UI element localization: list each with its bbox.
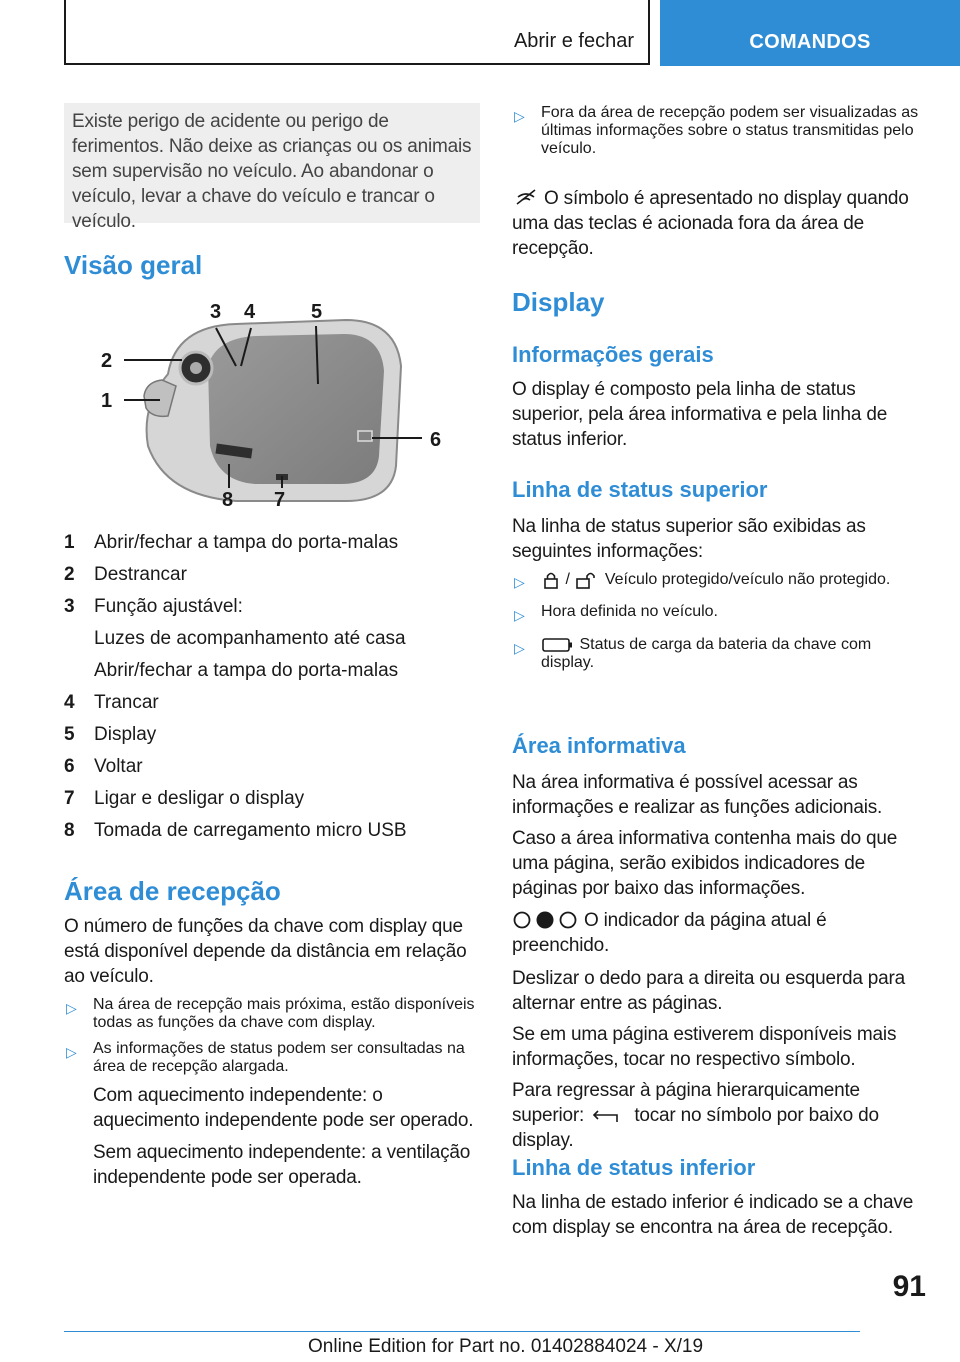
info-text-3: O indicador da página atual é preenchido.: [512, 910, 827, 956]
item-text: Voltar: [94, 756, 143, 777]
list-item: [64, 815, 480, 847]
list-subitem: [64, 623, 480, 655]
bullet-text: Fora da área de recepção podem ser visualizadas as últimas informações sobre o status transmitidas pelo veículo.: [541, 104, 919, 157]
info-text-6a: Para regressar à página hierarquicamente superior:: [512, 1080, 860, 1126]
item-number: 4: [64, 692, 75, 713]
lock-open-icon: [574, 570, 600, 590]
bullet-item: [512, 603, 928, 628]
bullet-triangle-icon: ▷: [66, 1000, 77, 1016]
no-signal-icon: [514, 188, 538, 206]
display-heading: Display: [512, 287, 605, 317]
bullet-text: Hora definida no veículo.: [541, 603, 718, 620]
bullet-text: Na área de recepção mais próxima, estão disponíveis todas as funções da chave com display.: [93, 996, 475, 1031]
bullet-triangle-icon: ▷: [514, 108, 525, 124]
chapter-tab[interactable]: [660, 0, 960, 66]
symbol-note: [512, 186, 928, 261]
general-info-heading: Informações gerais: [512, 342, 714, 367]
item-text: Abrir/fechar a tampa do porta-malas: [94, 660, 399, 681]
item-number: 2: [64, 564, 75, 585]
key-illustration: [96, 296, 456, 516]
upper-status-bullets: [512, 570, 928, 672]
chapter-label: COMANDOS: [749, 31, 871, 53]
callout-5: 5: [311, 301, 323, 323]
overview-list: [64, 527, 480, 847]
bullet-item: [512, 570, 928, 595]
header-bottom-rule: [64, 63, 650, 65]
general-info-text: O display é composto pela linha de status superior, pela área informativa e pela linha de status inferior.: [512, 379, 888, 450]
bullet-item: [512, 636, 928, 672]
heater-note: Com aquecimento independente: o aquecimento independente pode ser operado.: [93, 1085, 474, 1131]
item-number: 3: [64, 596, 75, 617]
bullet-triangle-icon: ▷: [514, 607, 525, 623]
symbol-note-text: O símbolo é apresentado no display quando uma das teclas é acionada fora da área de recepção.: [512, 188, 909, 259]
list-item: [64, 751, 480, 783]
item-number: 7: [64, 788, 75, 809]
warning-box: Existe perigo de acidente ou perigo de ferimentos. Não deixe as crianças ou os animais sem supervisão no veículo. Ao abandonar o veículo, levar a chave do veículo e trancar o veículo.: [64, 103, 480, 223]
lock-closed-icon: [541, 570, 561, 590]
item-text: Destrancar: [94, 564, 187, 585]
upper-status-intro: Na linha de status superior são exibidas as seguintes informações:: [512, 516, 866, 562]
page-indicator-icon: [512, 910, 578, 930]
info-text-2: Caso a área informativa contenha mais do que uma página, serão exibidos indicadores de páginas por baixo das informações.: [512, 828, 898, 899]
ventilation-note: Sem aquecimento independente: a ventilação independente pode ser operada.: [93, 1142, 471, 1188]
bullet-triangle-icon: ▷: [514, 640, 525, 656]
footer-rule: [64, 1331, 860, 1332]
info-text-4: Deslizar o dedo para a direita ou esquerda para alternar entre as páginas.: [512, 968, 906, 1014]
outside-range-bullet: [512, 104, 928, 158]
bullet-item: [64, 996, 480, 1032]
list-item: [64, 527, 480, 559]
edition-note: Online Edition for Part no. 01402884024 - X/19: [308, 1336, 704, 1357]
back-arrow-icon: [589, 1107, 629, 1125]
info-area-heading: Área informativa: [512, 733, 686, 758]
reception-intro: O número de funções da chave com display que está disponível depende da distância em relação ao veículo.: [64, 916, 467, 987]
header-right-rule: [648, 0, 650, 65]
overview-heading: Visão geral: [64, 250, 203, 280]
item-text: Trancar: [94, 692, 159, 713]
info-text-6: [512, 1078, 928, 1153]
item-number: 5: [64, 724, 75, 745]
list-subitem: [64, 655, 480, 687]
reception-bullets: [64, 996, 480, 1190]
header-left-rule: [64, 0, 66, 65]
callout-1: 1: [101, 390, 113, 412]
list-item: [64, 719, 480, 751]
info-text-1: Na área informativa é possível acessar as informações e realizar as funções adicionais.: [512, 772, 883, 818]
callout-3: 3: [210, 301, 222, 323]
lock-status-text: Veículo protegido/veículo não protegido.: [604, 571, 891, 589]
page-number: 91: [892, 1270, 926, 1303]
list-item: [64, 559, 480, 591]
lower-status-heading: Linha de status inferior: [512, 1155, 756, 1180]
item-text: Ligar e desligar o display: [94, 788, 305, 809]
item-number: 6: [64, 756, 75, 777]
bullet-triangle-icon: ▷: [66, 1044, 77, 1060]
item-text: Abrir/fechar a tampa do porta-malas: [94, 532, 399, 553]
item-number: 8: [64, 820, 75, 841]
item-text: Display: [94, 724, 157, 745]
battery-status-text: Status de carga da bateria da chave com display.: [541, 636, 872, 671]
list-item: [64, 591, 480, 623]
item-text: Tomada de carregamento micro USB: [94, 820, 407, 841]
battery-icon: [541, 637, 575, 653]
upper-status-heading: Linha de status superior: [512, 477, 768, 502]
lock-separator: /: [565, 571, 570, 589]
list-item: [64, 687, 480, 719]
item-number: 1: [64, 532, 75, 553]
bullet-text: As informações de status podem ser consultadas na área de recepção alargada.: [93, 1040, 465, 1075]
section-title: Abrir e fechar: [513, 30, 634, 52]
callout-6: 6: [430, 429, 442, 451]
bullet-text: [541, 570, 928, 595]
bullet-triangle-icon: ▷: [514, 574, 525, 590]
callout-8: 8: [222, 489, 234, 511]
callout-7: 7: [274, 489, 286, 511]
bullet-text: [541, 636, 928, 672]
lower-status-text: Na linha de estado inferior é indicado se a chave com display se encontra na área de recepção.: [512, 1192, 914, 1238]
item-text: Luzes de acompanhamento até casa: [94, 628, 406, 649]
bullet-item: [512, 104, 928, 158]
list-item: [64, 783, 480, 815]
callout-4: 4: [244, 301, 256, 323]
item-text: Função ajustável:: [94, 596, 243, 617]
bullet-item: [64, 1040, 480, 1076]
callout-2: 2: [101, 350, 113, 372]
info-text-6b: tocar no símbolo por baixo do display.: [512, 1105, 879, 1151]
info-text-5: Se em uma página estiverem disponíveis mais informações, tocar no respectivo símbolo.: [512, 1024, 897, 1070]
reception-heading: Área de recepção: [64, 876, 281, 906]
